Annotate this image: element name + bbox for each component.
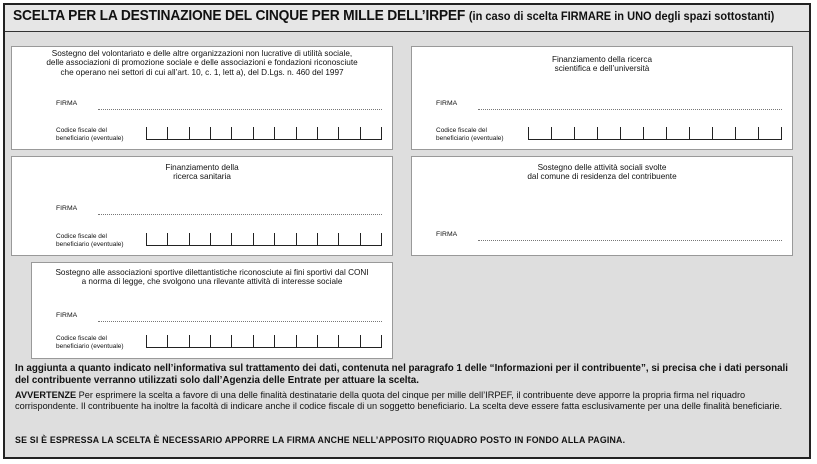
- codice-fiscale-label: Codice fiscale del beneficiario (eventuale): [56, 127, 124, 142]
- box-associazioni-sportive: [31, 262, 393, 359]
- box-ricerca-sanitaria: [11, 156, 393, 256]
- form-header: [5, 5, 809, 32]
- codice-fiscale-input[interactable]: [146, 127, 382, 140]
- firma-label: FIRMA: [56, 100, 78, 107]
- firma-signature-field[interactable]: [98, 214, 382, 215]
- codice-fiscale-label: Codice fiscale del beneficiario (eventuale): [436, 127, 504, 142]
- firma-label: FIRMA: [56, 205, 78, 212]
- firma-label: FIRMA: [56, 312, 78, 319]
- box-title: Finanziamento della ricerca scientifica e dell’università: [551, 55, 653, 74]
- codice-fiscale-label: Codice fiscale del beneficiario (eventuale): [56, 335, 124, 350]
- firma-label: FIRMA: [436, 231, 458, 238]
- box-ricerca-scientifica: [411, 46, 793, 150]
- codice-fiscale-input[interactable]: [146, 233, 382, 246]
- box-attivita-sociali-comune: [411, 156, 793, 256]
- form-title-text: SCELTA PER LA DESTINAZIONE DEL CINQUE PER MILLE DELL’IRPEF: [13, 7, 466, 24]
- firma-signature-field[interactable]: [98, 321, 382, 322]
- box-title: Finanziamento della ricerca sanitaria: [165, 163, 239, 182]
- warning-text: Per esprimere la scelta a favore di una delle finalità destinatarie della quota del cinque per mille dell’IRPEF, il contribuente deve apporre la propria firma nel riquadro corrispondente. Il contribuente ha inoltre la facoltà di indicare anche il codice fiscale di un soggetto beneficiario. La scelta deve essere fatta esclusivamente per una delle finalità beneficiarie.: [15, 390, 783, 412]
- firma-signature-field[interactable]: [478, 109, 782, 110]
- privacy-info-text: In aggiunta a quanto indicato nell’informativa sul trattamento dei dati, contenuta nel paragrafo 1 delle “Informazioni per il contribuente”, si precisa che i dati personali del contribuente verranno utilizzati solo dall’Agenzia delle Entrate per attuare la scelta.: [15, 363, 788, 386]
- firma-signature-field[interactable]: [478, 240, 782, 241]
- warning-section: [15, 390, 799, 412]
- form-title-note: (in caso di scelta FIRMARE in UNO degli spazi sottostanti): [468, 9, 775, 23]
- warning-title: AVVERTENZE: [15, 390, 77, 400]
- box-title: Sostegno del volontariato e delle altre organizzazioni non lucrative di utilità sociale, delle associazioni di promozione sociale e delle associazioni e fondazioni riconosciute che operano nei settori di cui all’art. 10, c. 1, lett a), del D.Lgs. n. 460 del 1997: [46, 49, 358, 77]
- box-volontariato: [11, 46, 393, 150]
- cinque-per-mille-form: [3, 3, 811, 459]
- firma-signature-field[interactable]: [98, 109, 382, 110]
- box-title: Sostegno alle associazioni sportive dilettantistiche riconosciute ai fini sportivi dal CONI a norma di legge, che svolgono una rilevante attività di interesse sociale: [55, 268, 369, 287]
- final-note: SE SI È ESPRESSA LA SCELTA È NECESSARIO APPORRE LA FIRMA ANCHE NELL’APPOSITO RIQUADRO POSTO IN FONDO ALLA PAGINA.: [15, 435, 626, 445]
- codice-fiscale-input[interactable]: [528, 127, 782, 140]
- box-title: Sostegno delle attività sociali svolte dal comune di residenza del contribuente: [527, 163, 677, 182]
- form-title: [13, 7, 774, 24]
- codice-fiscale-label: Codice fiscale del beneficiario (eventuale): [56, 233, 124, 248]
- firma-label: FIRMA: [436, 100, 458, 107]
- codice-fiscale-input[interactable]: [146, 335, 382, 348]
